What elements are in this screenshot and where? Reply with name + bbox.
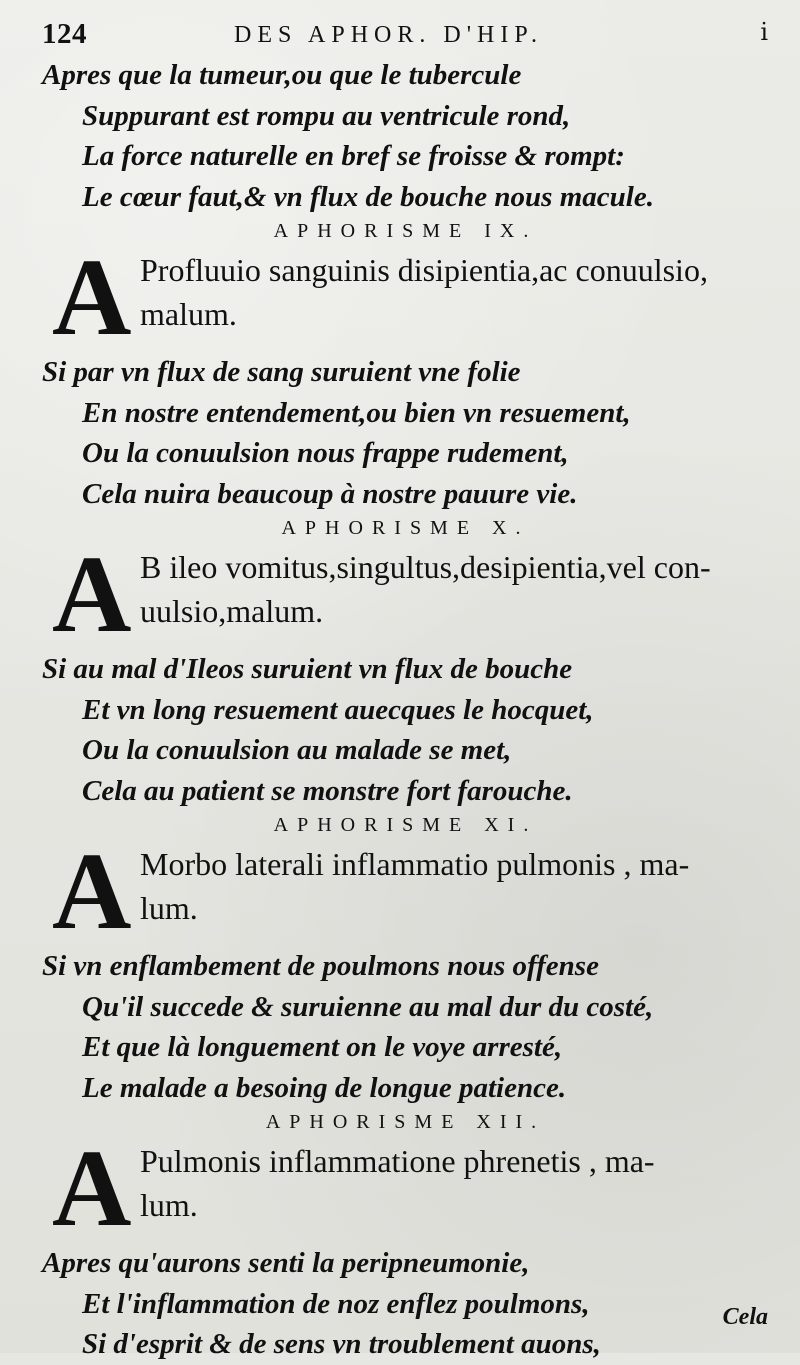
latin-line: Morbo laterali inflammatio pulmonis , ma- bbox=[140, 846, 690, 882]
latin-block-9 bbox=[42, 236, 777, 358]
verse-line: Le cœur faut,& vn flux de bouche nous macule. bbox=[82, 180, 654, 213]
verse-line: Si par vn flux de sang suruient vne folie bbox=[42, 356, 521, 388]
catchword: Cela bbox=[722, 1304, 768, 1330]
verse-line: Cela au patient se monstre fort farouche. bbox=[82, 774, 573, 807]
latin-block-12 bbox=[42, 1127, 777, 1249]
verse-line: Ou la conuulsion au malade se met, bbox=[82, 734, 512, 766]
page-content bbox=[42, 55, 777, 1365]
latin-text bbox=[140, 842, 790, 930]
latin-block-10 bbox=[42, 533, 777, 655]
header-mark: i bbox=[760, 18, 768, 46]
page-header bbox=[42, 18, 772, 54]
page-number: 124 bbox=[42, 18, 87, 50]
running-title: DES APHOR. D'HIP. bbox=[234, 22, 544, 48]
verse-line: Suppurant est rompu au ventricule rond, bbox=[82, 99, 571, 132]
verse-line: Le malade a besoing de longue patience. bbox=[82, 1071, 567, 1104]
verse-line: Et l'inflammation de noz enflez poulmons, bbox=[82, 1287, 590, 1320]
latin-line: malum. bbox=[140, 296, 237, 332]
verse-line: Cela nuira beaucoup à nostre pauure vie. bbox=[82, 477, 578, 510]
verse-block-0 bbox=[42, 55, 777, 217]
verse-line: Qu'il succede & suruienne au mal dur du costé, bbox=[82, 990, 654, 1023]
latin-line: lum. bbox=[140, 890, 198, 926]
verse-line: Apres que la tumeur,ou que le tubercule bbox=[42, 59, 522, 91]
verse-line: Si vn enflambement de poulmons nous offense bbox=[42, 950, 599, 982]
latin-line: Pulmonis inflammatione phrenetis , ma- bbox=[140, 1143, 655, 1179]
verse-line: La force naturelle en bref se froisse & rompt: bbox=[82, 140, 625, 172]
aphorism-heading-9: APHORISME IX. bbox=[273, 220, 538, 242]
verse-line: Apres qu'aurons senti la peripneumonie, bbox=[42, 1247, 530, 1279]
drop-cap-a: A bbox=[52, 533, 132, 655]
aphorism-heading-10: APHORISME X. bbox=[281, 517, 530, 539]
latin-line: Profluuio sanguinis disipientia,ac conuulsio, bbox=[140, 252, 708, 288]
verse-block-9 bbox=[42, 352, 777, 514]
verse-line: Et que là longuement on le voye arresté, bbox=[82, 1031, 563, 1063]
aphorism-heading-11: APHORISME XI. bbox=[273, 814, 538, 836]
latin-line: lum. bbox=[140, 1187, 198, 1223]
drop-cap-a: A bbox=[52, 1127, 132, 1249]
verse-line: Ou la conuulsion nous frappe rudement, bbox=[82, 437, 569, 469]
verse-block-11 bbox=[42, 946, 777, 1108]
latin-text bbox=[140, 545, 790, 633]
latin-line: uulsio,malum. bbox=[140, 593, 324, 629]
drop-cap-a: A bbox=[52, 236, 132, 358]
latin-text bbox=[140, 1139, 790, 1227]
aphorism-heading-12: APHORISME XII. bbox=[265, 1111, 546, 1133]
latin-text bbox=[140, 248, 790, 336]
verse-block-12 bbox=[42, 1243, 777, 1365]
verse-line: En nostre entendement,ou bien vn resuement, bbox=[82, 396, 631, 429]
verse-line: Si d'esprit & de sens vn troublement auons, bbox=[82, 1328, 601, 1360]
verse-block-10 bbox=[42, 649, 777, 811]
drop-cap-a: A bbox=[52, 830, 132, 952]
verse-line: Et vn long resuement auecques le hocquet, bbox=[82, 693, 594, 726]
latin-line: B ileo vomitus,singultus,desipientia,vel con- bbox=[140, 549, 711, 585]
latin-block-11 bbox=[42, 830, 777, 952]
verse-line: Si au mal d'Ileos suruient vn flux de bouche bbox=[42, 653, 573, 685]
